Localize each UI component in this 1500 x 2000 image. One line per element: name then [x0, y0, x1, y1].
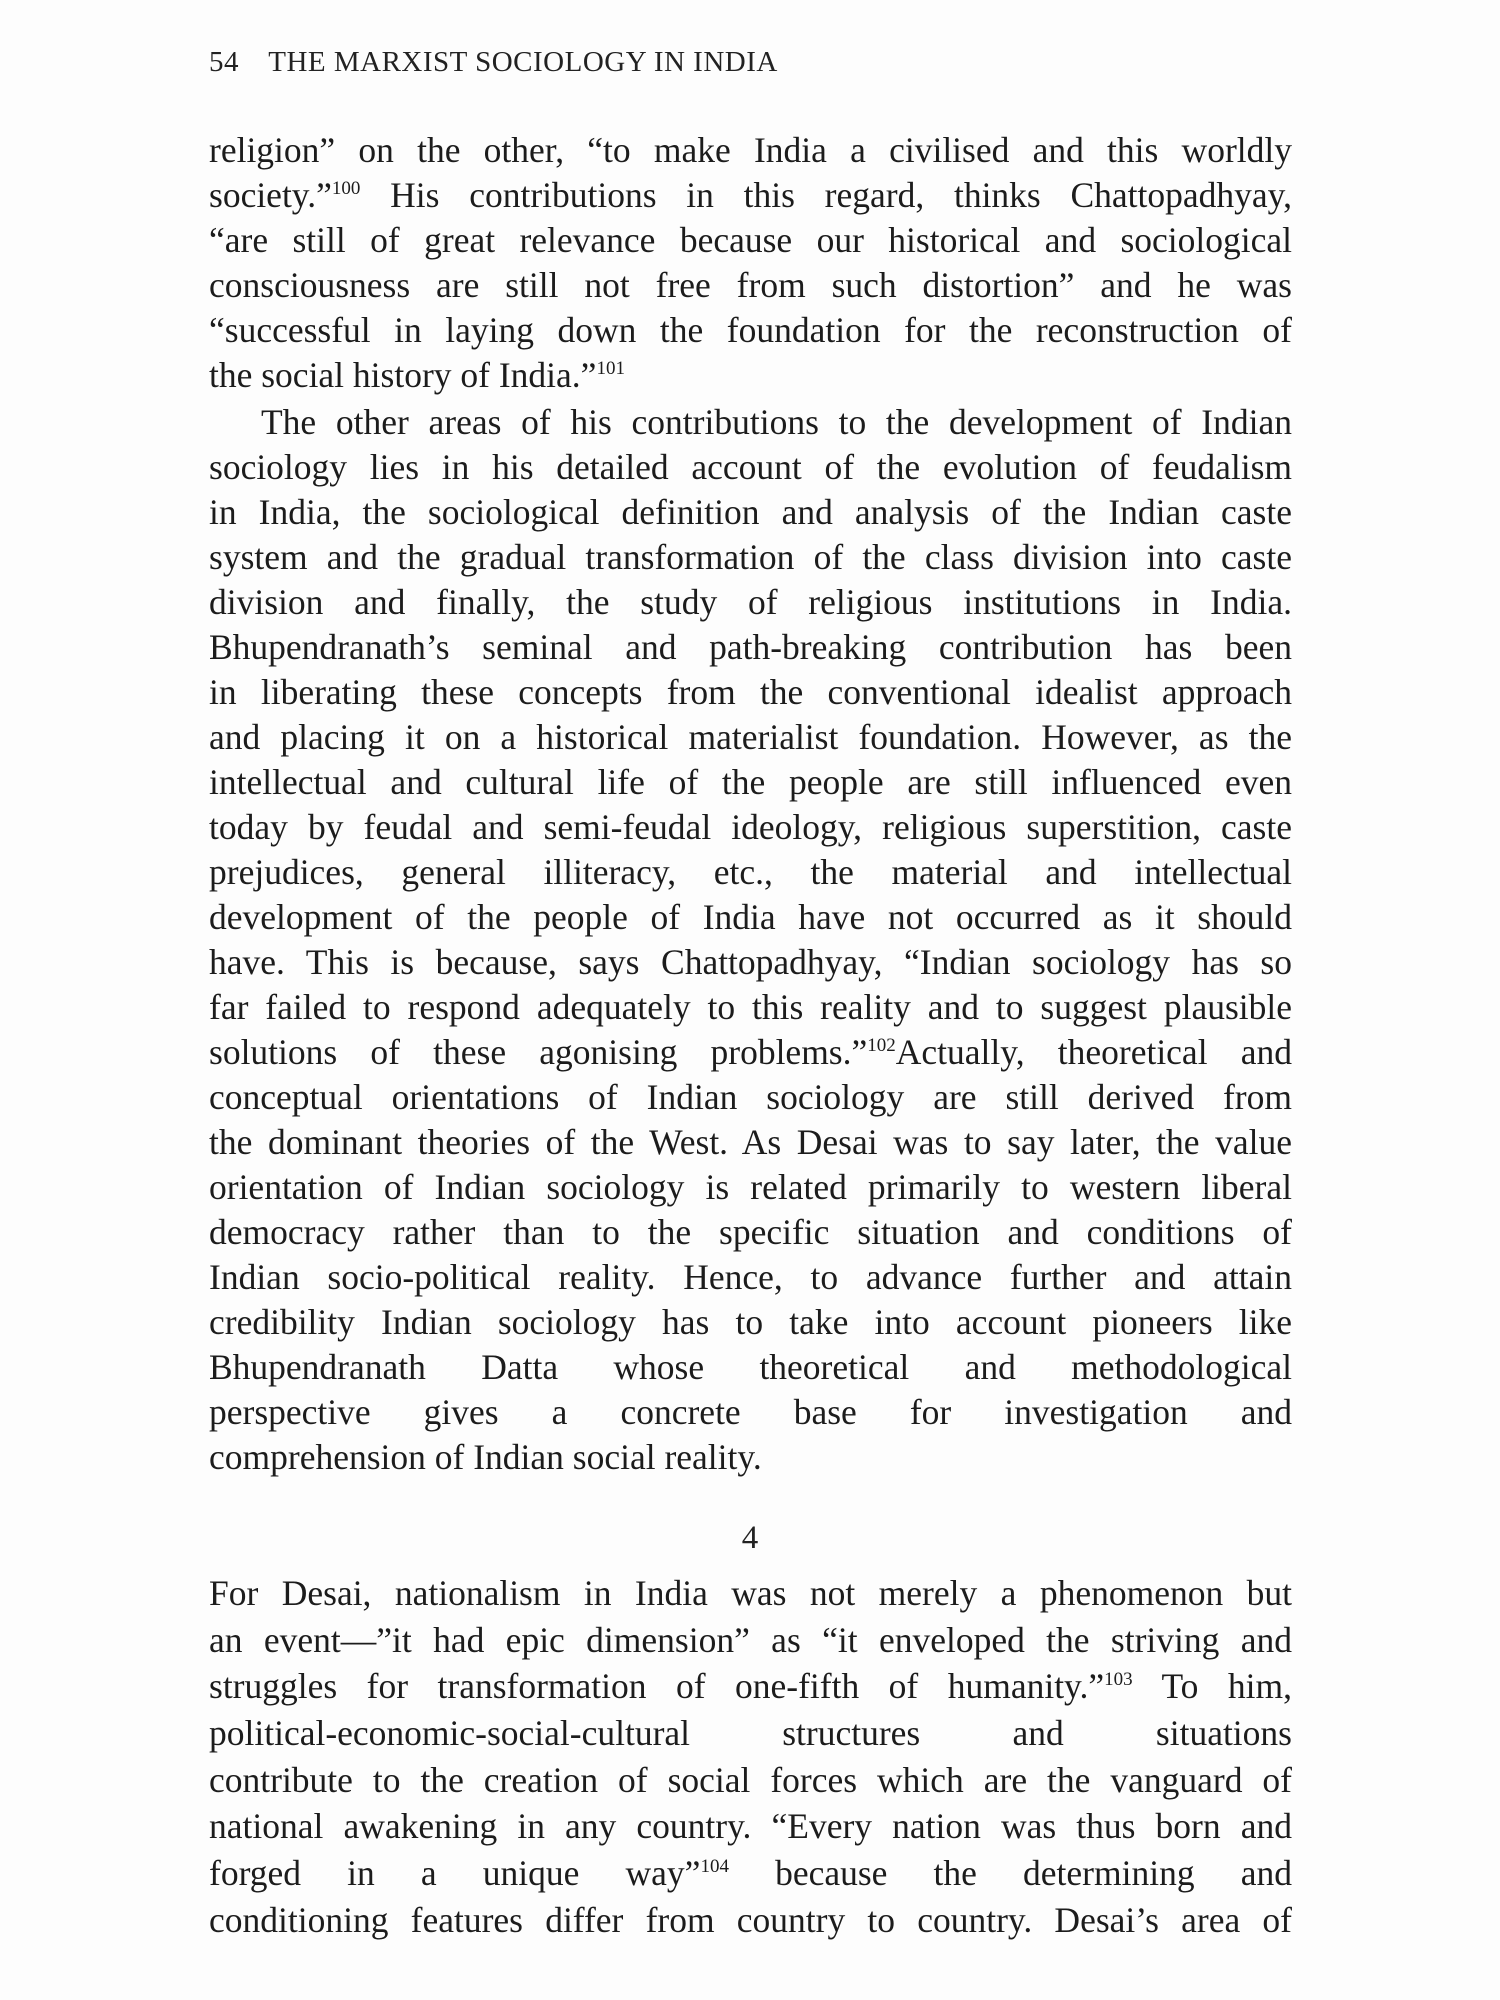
- paragraph-2: [209, 400, 1292, 1480]
- text-line: solutions of these agonising problems.”$^{102}$Actually, theoretical and: [209, 1032, 1292, 1072]
- text-line: prejudices, general illiteracy, etc., the material and intellectual: [209, 852, 1292, 892]
- text-line: and placing it on a historical materialist foundation. However, as the: [209, 717, 1292, 757]
- page-number: 54: [209, 46, 239, 78]
- text-line: intellectual and cultural life of the people are still influenced even: [209, 762, 1292, 802]
- footnote-ref-102[interactable]: 102: [867, 1035, 896, 1056]
- section-number: 4: [741, 1520, 759, 1556]
- text-line: orientation of Indian sociology is related primarily to western liberal: [209, 1167, 1292, 1207]
- text-line: Bhupendranath’s seminal and path-breaking contribution has been: [209, 627, 1292, 667]
- paragraph-3: [209, 1570, 1292, 1944]
- text-line: have. This is because, says Chattopadhyay, “Indian sociology has so: [209, 942, 1292, 982]
- text-line: the dominant theories of the West. As Desai was to say later, the value: [209, 1122, 1292, 1162]
- text-line: in liberating these concepts from the conventional idealist approach: [209, 672, 1292, 712]
- text-line: far failed to respond adequately to this reality and to suggest plausible: [209, 987, 1292, 1027]
- text-line: in India, the sociological definition and analysis of the Indian caste: [209, 492, 1292, 532]
- text-line: forged in a unique way”$^{104}$ because the determining and: [209, 1853, 1292, 1894]
- text-line: “successful in laying down the foundation for the reconstruction of: [209, 310, 1292, 350]
- footnote-ref-101[interactable]: 101: [596, 358, 625, 379]
- text-line: conditioning features differ from country to country. Desai’s area of: [209, 1899, 1292, 1940]
- text-line: national awakening in any country. “Every nation was thus born and: [209, 1806, 1292, 1847]
- text-line: religion” on the other, “to make India a civilised and this worldly: [209, 130, 1292, 170]
- running-head: [209, 46, 778, 79]
- text-line: today by feudal and semi-feudal ideology, religious superstition, caste: [209, 807, 1292, 847]
- text-line: Indian socio-political reality. Hence, to advance further and attain: [209, 1257, 1292, 1297]
- text-line: Bhupendranath Datta whose theoretical and methodological: [209, 1347, 1292, 1387]
- text-line: For Desai, nationalism in India was not merely a phenomenon but: [209, 1573, 1292, 1613]
- paragraph-1: [209, 128, 1292, 398]
- text-line: perspective gives a concrete base for investigation and: [209, 1392, 1292, 1432]
- text-line: political-economic-social-cultural structures and situations: [209, 1713, 1292, 1754]
- text-line: conceptual orientations of Indian sociology are still derived from: [209, 1077, 1292, 1117]
- footnote-ref-100[interactable]: 100: [331, 178, 361, 199]
- text-line: struggles for transformation of one-fifth of humanity.”$^{103}$ To him,: [209, 1666, 1292, 1707]
- footnote-ref-103[interactable]: 103: [1104, 1669, 1133, 1691]
- text-line: contribute to the creation of social forces which are the vanguard of: [209, 1759, 1292, 1800]
- text-line: consciousness are still not free from such distortion” and he was: [209, 265, 1292, 305]
- text-line: system and the gradual transformation of the class division into caste: [209, 537, 1292, 577]
- text-line: society.”$^{100}$ His contributions in this regard, thinks Chattopadhyay,: [209, 175, 1292, 215]
- text-line: credibility Indian sociology has to take into account pioneers like: [209, 1302, 1292, 1342]
- text-line: an event—”it had epic dimension” as “it enveloped the striving and: [209, 1619, 1292, 1660]
- text-line: comprehension of Indian social reality.: [209, 1437, 762, 1477]
- text-line: development of the people of India have not occurred as it should: [209, 897, 1292, 937]
- running-title: THE MARXIST SOCIOLOGY IN INDIA: [268, 46, 778, 78]
- text-line: the social history of India.”$^{101}$: [209, 355, 625, 395]
- text-line: division and finally, the study of religious institutions in India.: [209, 582, 1292, 622]
- footnote-ref-104[interactable]: 104: [700, 1856, 729, 1878]
- text-line: sociology lies in his detailed account of the evolution of feudalism: [209, 447, 1292, 487]
- text-line: “are still of great relevance because our historical and sociological: [209, 220, 1292, 260]
- text-line: The other areas of his contributions to the development of Indian: [261, 402, 1292, 442]
- text-line: democracy rather than to the specific situation and conditions of: [209, 1212, 1292, 1252]
